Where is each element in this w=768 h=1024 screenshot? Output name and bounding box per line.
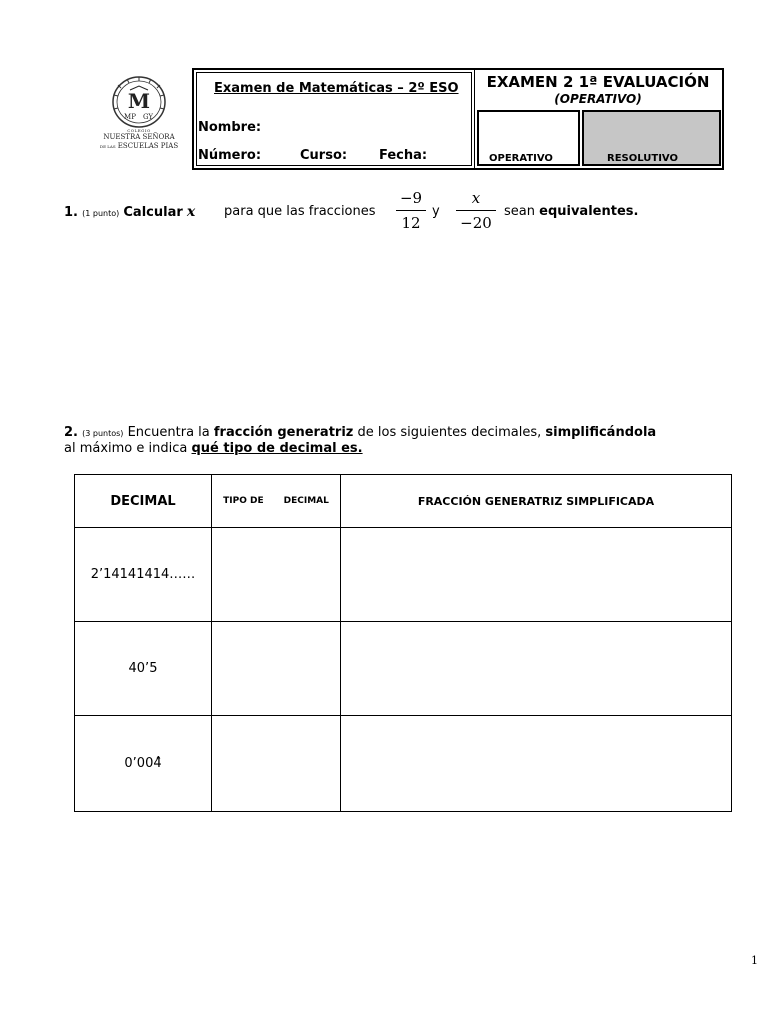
question-1-variable: x xyxy=(186,204,196,220)
fraction-1-bar xyxy=(396,210,426,211)
header-tipo-decimal: TIPO DE DECIMAL xyxy=(212,475,341,528)
evaluation-subtitle: (OPERATIVO) xyxy=(554,92,642,106)
school-logo xyxy=(94,76,184,156)
tipo-answer-cell[interactable] xyxy=(212,716,341,812)
header-decimal: DECIMAL xyxy=(75,475,212,528)
logo-colegio: COLEGIO xyxy=(127,128,151,133)
fraction-2-numerator: x xyxy=(471,189,481,207)
decimal-cell: 0’004̂ xyxy=(75,716,212,812)
decimal-cell: 40’5 xyxy=(75,622,212,716)
question-2-line-2: al máximo e indica qué tipo de decimal es. xyxy=(64,441,363,456)
question-1-number: 1. xyxy=(64,205,78,220)
decimals-table xyxy=(74,474,732,812)
question-1-intro xyxy=(64,204,195,220)
curso-label: Curso: xyxy=(300,148,348,163)
table-row xyxy=(75,622,732,716)
question-1-calc: Calcular xyxy=(123,205,183,220)
evaluation-title: EXAMEN 2 1ª EVALUACIÓN xyxy=(486,73,710,91)
decimal-cell: 2’14141414…… xyxy=(75,528,212,622)
exam-title: Examen de Matemáticas – 2º ESO xyxy=(214,81,459,96)
svg-text:M: M xyxy=(127,89,151,113)
resolutivo-label: RESOLUTIVO xyxy=(607,153,678,164)
table-header-row xyxy=(75,475,732,528)
fraction-2-bar xyxy=(456,210,496,211)
header-fraccion-generatriz: FRACCIÓN GENERATRIZ SIMPLIFICADA xyxy=(341,475,732,528)
table-row xyxy=(75,716,732,812)
nombre-label: Nombre: xyxy=(198,120,262,135)
fraction-1-numerator: −9 xyxy=(399,189,423,207)
question-2-points: (3 puntos) xyxy=(82,429,124,438)
question-2-number: 2. xyxy=(64,425,78,440)
logo-name-line1: NUESTRA SEÑORA xyxy=(103,133,175,141)
page-number: 1 xyxy=(751,954,758,967)
school-crest-icon xyxy=(94,76,184,128)
svg-text:GY: GY xyxy=(142,113,154,121)
fraccion-answer-cell[interactable] xyxy=(341,528,732,622)
question-1-text: para que las fracciones xyxy=(224,204,376,219)
fraction-2 xyxy=(456,188,496,233)
fraction-1 xyxy=(396,188,426,233)
numero-label: Número: xyxy=(198,148,262,163)
svg-text:MP: MP xyxy=(124,113,136,121)
table-row xyxy=(75,528,732,622)
fraccion-answer-cell[interactable] xyxy=(341,622,732,716)
logo-name-line2: DE LAS ESCUELAS PIAS xyxy=(99,142,179,150)
question-1-ending: sean equivalentes. xyxy=(504,204,639,219)
fraction-1-denominator: 12 xyxy=(401,214,421,232)
fecha-label: Fecha: xyxy=(379,148,428,163)
tipo-answer-cell[interactable] xyxy=(212,528,341,622)
fraction-2-denominator: −20 xyxy=(460,214,492,232)
tipo-answer-cell[interactable] xyxy=(212,622,341,716)
question-1-points: (1 punto) xyxy=(82,209,120,218)
operativo-label: OPERATIVO xyxy=(489,153,553,164)
question-2-line-1: 2. (3 puntos) Encuentra la fracción generatriz de los siguientes decimales, simplificándola xyxy=(64,425,657,440)
question-1-conjunction: y xyxy=(432,204,440,219)
fraccion-answer-cell[interactable] xyxy=(341,716,732,812)
